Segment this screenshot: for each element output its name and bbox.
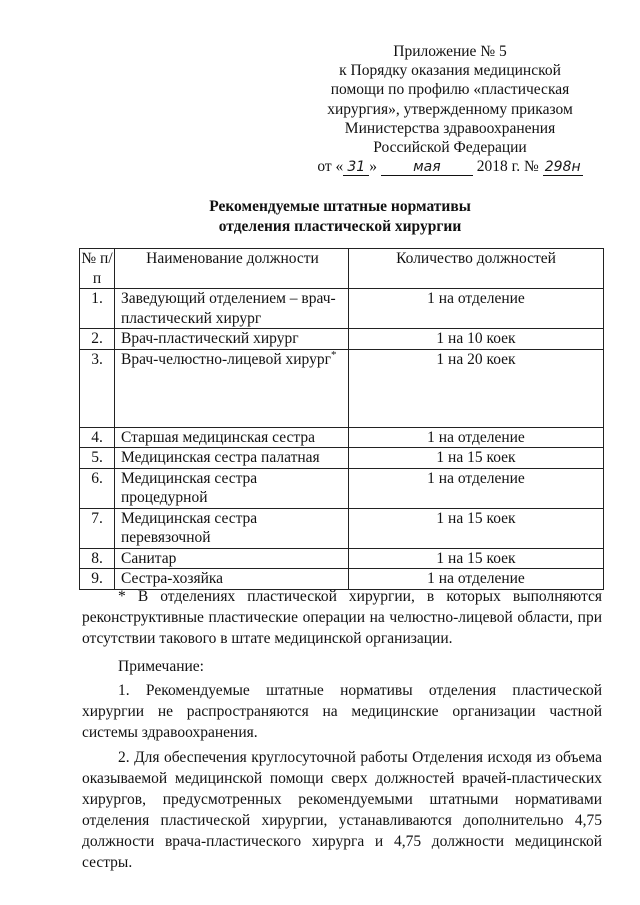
appendix-header	[300, 42, 600, 176]
table-row	[80, 548, 604, 569]
row-num: 2.	[80, 329, 115, 350]
table-row	[80, 468, 604, 508]
order-date-line	[300, 157, 600, 176]
row-num: 7.	[80, 508, 115, 548]
table-row	[80, 448, 604, 469]
table-row	[80, 329, 604, 350]
order-month: мая	[381, 159, 473, 176]
footnote: * В отделениях пластической хирургии, в которых выполняются реконструктивные пластические операции на челюстно-лицевой области, при отсутствии такового в штате медицинской организации.	[82, 588, 602, 647]
row-qty: 1 на 15 коек	[349, 448, 604, 469]
appendix-line: хирургия», утвержденному приказом	[327, 100, 573, 118]
table-row	[80, 427, 604, 448]
row-name: Медицинская сестра перевязочной	[115, 508, 349, 548]
table-row	[80, 289, 604, 329]
title-line: Рекомендуемые штатные нормативы	[209, 198, 471, 215]
appendix-line: помощи по профилю «пластическая	[330, 81, 570, 99]
appendix-line: Министерства здравоохранения	[344, 119, 556, 137]
row-qty: 1 на 20 коек	[349, 349, 604, 427]
order-year: 2018 г. №	[476, 158, 539, 176]
row-name-cell	[115, 349, 349, 427]
row-name: Заведующий отделением – врач-пластический хирург	[115, 289, 349, 329]
row-qty: 1 на 10 коек	[349, 329, 604, 350]
row-name: Медицинская сестра палатная	[115, 448, 349, 469]
row-num: 9.	[80, 569, 115, 590]
date-prefix: от «	[317, 158, 344, 176]
order-day: 31	[343, 159, 369, 176]
note-heading: Примечание:	[118, 658, 204, 675]
row-name: Старшая медицинская сестра	[115, 427, 349, 448]
appendix-line: к Порядку оказания медицинской	[339, 62, 561, 80]
staffing-table	[79, 248, 604, 590]
row-name: Врач-пластический хирург	[115, 329, 349, 350]
row-qty: 1 на отделение	[349, 427, 604, 448]
title-line: отделения пластической хирургии	[218, 218, 462, 235]
header-name: Наименование должности	[115, 249, 349, 289]
header-qty: Количество должностей	[349, 249, 604, 289]
header-num: № п/п	[81, 250, 113, 287]
row-name: Санитар	[115, 548, 349, 569]
row-num: 4.	[80, 427, 115, 448]
row-qty: 1 на отделение	[349, 289, 604, 329]
page-title	[60, 197, 620, 237]
table-header-row	[80, 249, 604, 289]
note-item: 2. Для обеспечения круглосуточной работы Отделения исходя из объема оказываемой медицинской помощи сверх должностей врачей-пластических хирургов, предусмотренных рекомендуемыми штатными нормативами отделения пластической хирургии, устанавливаются дополнительно 4,75 должности врача-пластического хирурга и 4,75 должности медицинской сестры.	[82, 749, 602, 871]
row-qty: 1 на отделение	[349, 468, 604, 508]
order-number: 298н	[543, 159, 583, 176]
row-qty: 1 на 15 коек	[349, 548, 604, 569]
appendix-line: Приложение № 5	[393, 43, 507, 60]
row-num: 3.	[80, 349, 115, 427]
row-name: Врач-челюстно-лицевой хирург	[121, 350, 331, 368]
row-name: Медицинская сестра процедурной	[115, 468, 349, 508]
date-quote-close: »	[369, 158, 378, 176]
row-name: Сестра-хозяйка	[115, 569, 349, 590]
table-row	[80, 349, 604, 427]
table-row	[80, 508, 604, 548]
row-num: 6.	[80, 468, 115, 508]
row-num: 8.	[80, 548, 115, 569]
row-num: 5.	[80, 448, 115, 469]
footnote-mark: *	[330, 348, 337, 361]
row-qty: 1 на отделение	[349, 569, 604, 590]
row-qty: 1 на 15 коек	[349, 508, 604, 548]
note-item: 1. Рекомендуемые штатные нормативы отделения пластической хирургии не распространяются на медицинские организации частной системы здравоохранения.	[82, 682, 602, 741]
appendix-line: Российской Федерации	[373, 139, 527, 157]
row-num: 1.	[80, 289, 115, 329]
